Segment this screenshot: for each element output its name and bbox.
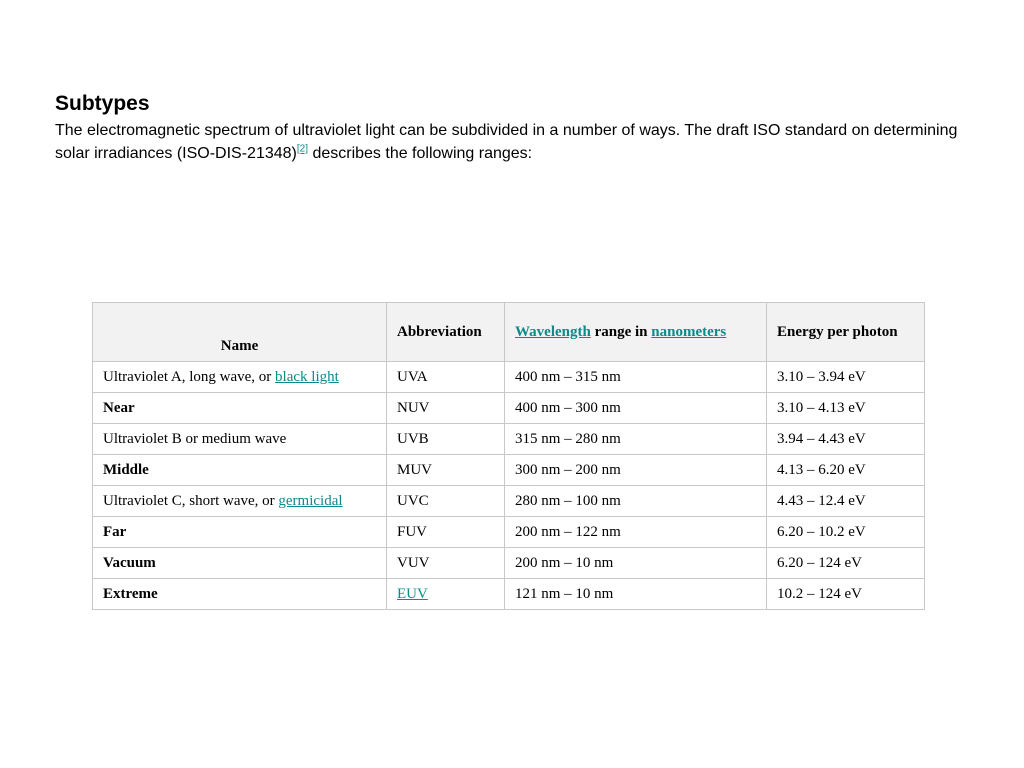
cell-name: Middle (93, 455, 387, 486)
intro-text-part2: describes the following ranges: (308, 145, 533, 162)
intro-paragraph (55, 119, 985, 165)
table-row (93, 486, 925, 517)
black-light-link[interactable]: black light (275, 368, 339, 385)
cell-energy: 3.94 – 4.43 eV (767, 424, 925, 455)
table-row (93, 579, 925, 610)
cell-name (93, 362, 387, 393)
cell-range: 300 nm – 200 nm (505, 455, 767, 486)
cell-name: Far (93, 517, 387, 548)
table-row (93, 455, 925, 486)
cell-range: 400 nm – 300 nm (505, 393, 767, 424)
cell-abbreviation: UVA (387, 362, 505, 393)
cell-name: Ultraviolet B or medium wave (93, 424, 387, 455)
intro-text-part1: The electromagnetic spectrum of ultraviolet light can be subdivided in a number of ways. The draft ISO standard on determining solar irradiances (ISO-DIS-21348) (55, 122, 958, 162)
header-abbreviation: Abbreviation (387, 303, 505, 362)
wavelength-link[interactable]: Wavelength (515, 323, 591, 340)
cell-name: Extreme (93, 579, 387, 610)
cell-name: Vacuum (93, 548, 387, 579)
header-wavelength-mid: range in (590, 323, 652, 340)
cell-abbreviation: FUV (387, 517, 505, 548)
nanometers-link[interactable]: nanometers (651, 323, 727, 340)
cell-name (93, 486, 387, 517)
cell-energy: 3.10 – 3.94 eV (767, 362, 925, 393)
table-row (93, 393, 925, 424)
cell-energy: 6.20 – 10.2 eV (767, 517, 925, 548)
cell-name: Near (93, 393, 387, 424)
citation-superscript (297, 144, 308, 155)
table-row (93, 517, 925, 548)
cell-energy: 10.2 – 124 eV (767, 579, 925, 610)
germicidal-link[interactable]: germicidal (278, 492, 343, 509)
cell-energy: 6.20 – 124 eV (767, 548, 925, 579)
table-row (93, 424, 925, 455)
cell-range: 200 nm – 122 nm (505, 517, 767, 548)
uv-ranges-table-wrapper (92, 302, 925, 610)
cell-range: 400 nm – 315 nm (505, 362, 767, 393)
euv-link[interactable]: EUV (397, 585, 428, 602)
header-name: Name (93, 303, 387, 362)
citation-link[interactable]: [2] (296, 143, 308, 155)
cell-energy: 3.10 – 4.13 eV (767, 393, 925, 424)
table-row (93, 362, 925, 393)
cell-abbreviation: MUV (387, 455, 505, 486)
header-wavelength-range (505, 303, 767, 362)
uv-ranges-table (92, 302, 925, 610)
cell-abbreviation: VUV (387, 548, 505, 579)
table-header-row (93, 303, 925, 362)
cell-energy: 4.13 – 6.20 eV (767, 455, 925, 486)
cell-abbreviation: UVC (387, 486, 505, 517)
cell-energy: 4.43 – 12.4 eV (767, 486, 925, 517)
cell-abbreviation: UVB (387, 424, 505, 455)
cell-abbreviation: NUV (387, 393, 505, 424)
cell-name-text: Ultraviolet C, short wave, or (103, 492, 279, 509)
cell-range: 315 nm – 280 nm (505, 424, 767, 455)
table-row (93, 548, 925, 579)
cell-range: 280 nm – 100 nm (505, 486, 767, 517)
cell-range: 200 nm – 10 nm (505, 548, 767, 579)
header-energy: Energy per photon (767, 303, 925, 362)
cell-name-text: Ultraviolet A, long wave, or (103, 368, 276, 385)
cell-range: 121 nm – 10 nm (505, 579, 767, 610)
section-heading: Subtypes (55, 92, 150, 115)
cell-abbreviation (387, 579, 505, 610)
